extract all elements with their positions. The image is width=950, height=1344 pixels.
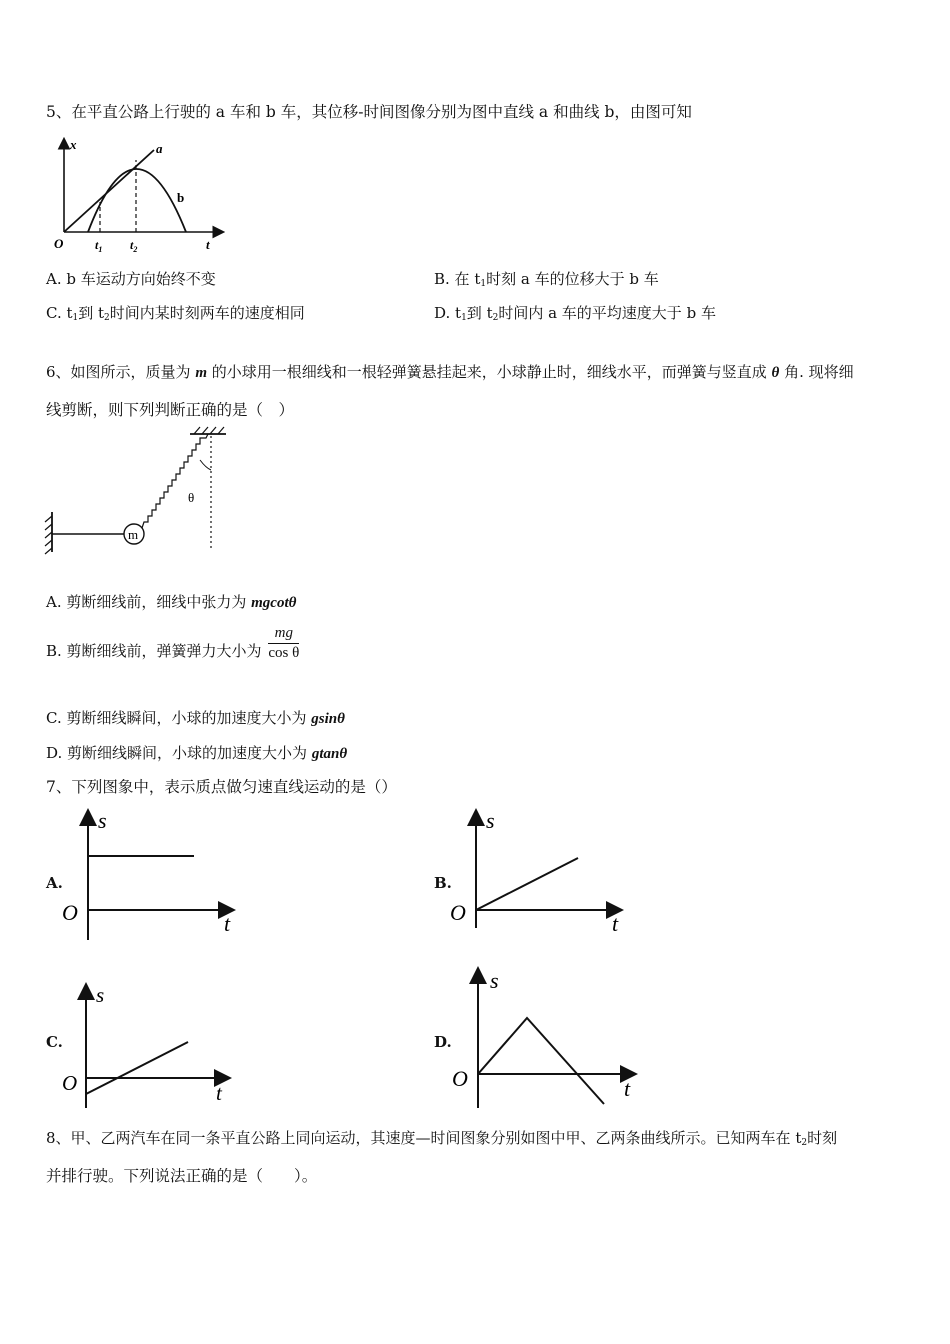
q8-stem-line2: 并排行驶。下列说法正确的是（ ）。 (46, 1167, 318, 1185)
q7-a-label: A. (46, 874, 63, 892)
q7-b-line (476, 858, 578, 910)
q6-ball-label: m (128, 527, 139, 542)
q6-option-d: D. 剪断细线瞬间，小球的加速度大小为 gtanθ (46, 744, 348, 762)
q6-spring (142, 434, 208, 528)
q5-option-d: D. $t_1$到 $t_2$时间内 a 车的平均速度大于 b 车 (434, 304, 716, 323)
q7-d-label: D. (434, 1033, 452, 1051)
q5-a-label: a (156, 141, 163, 156)
q5-xt-graph (46, 136, 236, 256)
q6-stem-line1: 6、如图所示，质量为 m 的小球用一根细线和一根轻弹簧悬挂起来，小球静止时，细线水平，而弹簧与竖直成 θ 角. 现将细 (46, 363, 854, 381)
q7-d-s: s (490, 968, 499, 993)
q6-option-b-fraction: $\frac{mg}{\text{cos θ}}$ (268, 625, 300, 661)
q5-option-b: B. 在 $t_1$时刻 a 车的位移大于 b 车 (434, 270, 659, 289)
q5-t1-label: $t_1$ (95, 238, 103, 254)
q7-graph-d (450, 966, 640, 1110)
q5-t2-label: $t_2$ (130, 238, 138, 254)
q7-stem: 7、下列图象中，表示质点做匀速直线运动的是（） (46, 778, 397, 796)
q5-origin: O (54, 236, 64, 251)
q5-option-c: C. $t_1$到 $t_2$时间内某时刻两车的速度相同 (46, 304, 305, 323)
q5-option-a: A. b 车运动方向始终不变 (46, 270, 216, 288)
q7-graph-a (60, 808, 240, 943)
q7-b-label: B. (434, 874, 452, 892)
q6-angle-arc (200, 460, 211, 470)
q5-line-a (64, 150, 154, 232)
q6-stem-line2: 线剪断，则下列判断正确的是（ ） (46, 401, 295, 419)
q5-curve-b (88, 169, 186, 232)
q6-option-a: A. 剪断细线前，细线中张力为 mgcotθ (46, 593, 297, 611)
q7-b-t: t (612, 911, 619, 936)
q6-option-b: B. 剪断细线前，弹簧弹力大小为 $\frac{mg}{\text{cos θ}}$ (46, 625, 300, 661)
q7-c-label: C. (46, 1033, 63, 1051)
q7-b-o: O (450, 900, 466, 925)
q5-stem: 5、在平直公路上行驶的 a 车和 b 车，其位移-时间图像分别为图中直线 a 和曲线 b，由图可知 (46, 103, 692, 121)
q7-c-line (86, 1042, 188, 1094)
q7-d-line (478, 1018, 604, 1104)
q6-option-c: C. 剪断细线瞬间，小球的加速度大小为 gsinθ (46, 709, 345, 727)
q7-a-s: s (98, 808, 107, 833)
q7-graph-b (448, 808, 628, 943)
q7-d-t: t (624, 1076, 631, 1101)
q5-y-label: x (70, 137, 77, 152)
q7-a-t: t (224, 911, 231, 936)
q6-spring-figure (40, 430, 230, 552)
q6-angle-label: θ (188, 490, 195, 505)
q7-d-o: O (452, 1066, 468, 1091)
q8-stem-line1: 8、甲、乙两汽车在同一条平直公路上同向运动，其速度—时间图象分别如图中甲、乙两条曲线所示。已知两车在 $t_2$时刻 (46, 1129, 838, 1148)
q7-c-t: t (216, 1081, 222, 1105)
q5-x-label: t (206, 237, 210, 252)
q7-c-o: O (62, 1071, 78, 1095)
q7-b-s: s (486, 808, 495, 833)
q7-a-o: O (62, 900, 78, 925)
q7-c-s: s (96, 983, 105, 1007)
q7-graph-c (60, 982, 240, 1110)
q5-b-label: b (177, 190, 185, 205)
